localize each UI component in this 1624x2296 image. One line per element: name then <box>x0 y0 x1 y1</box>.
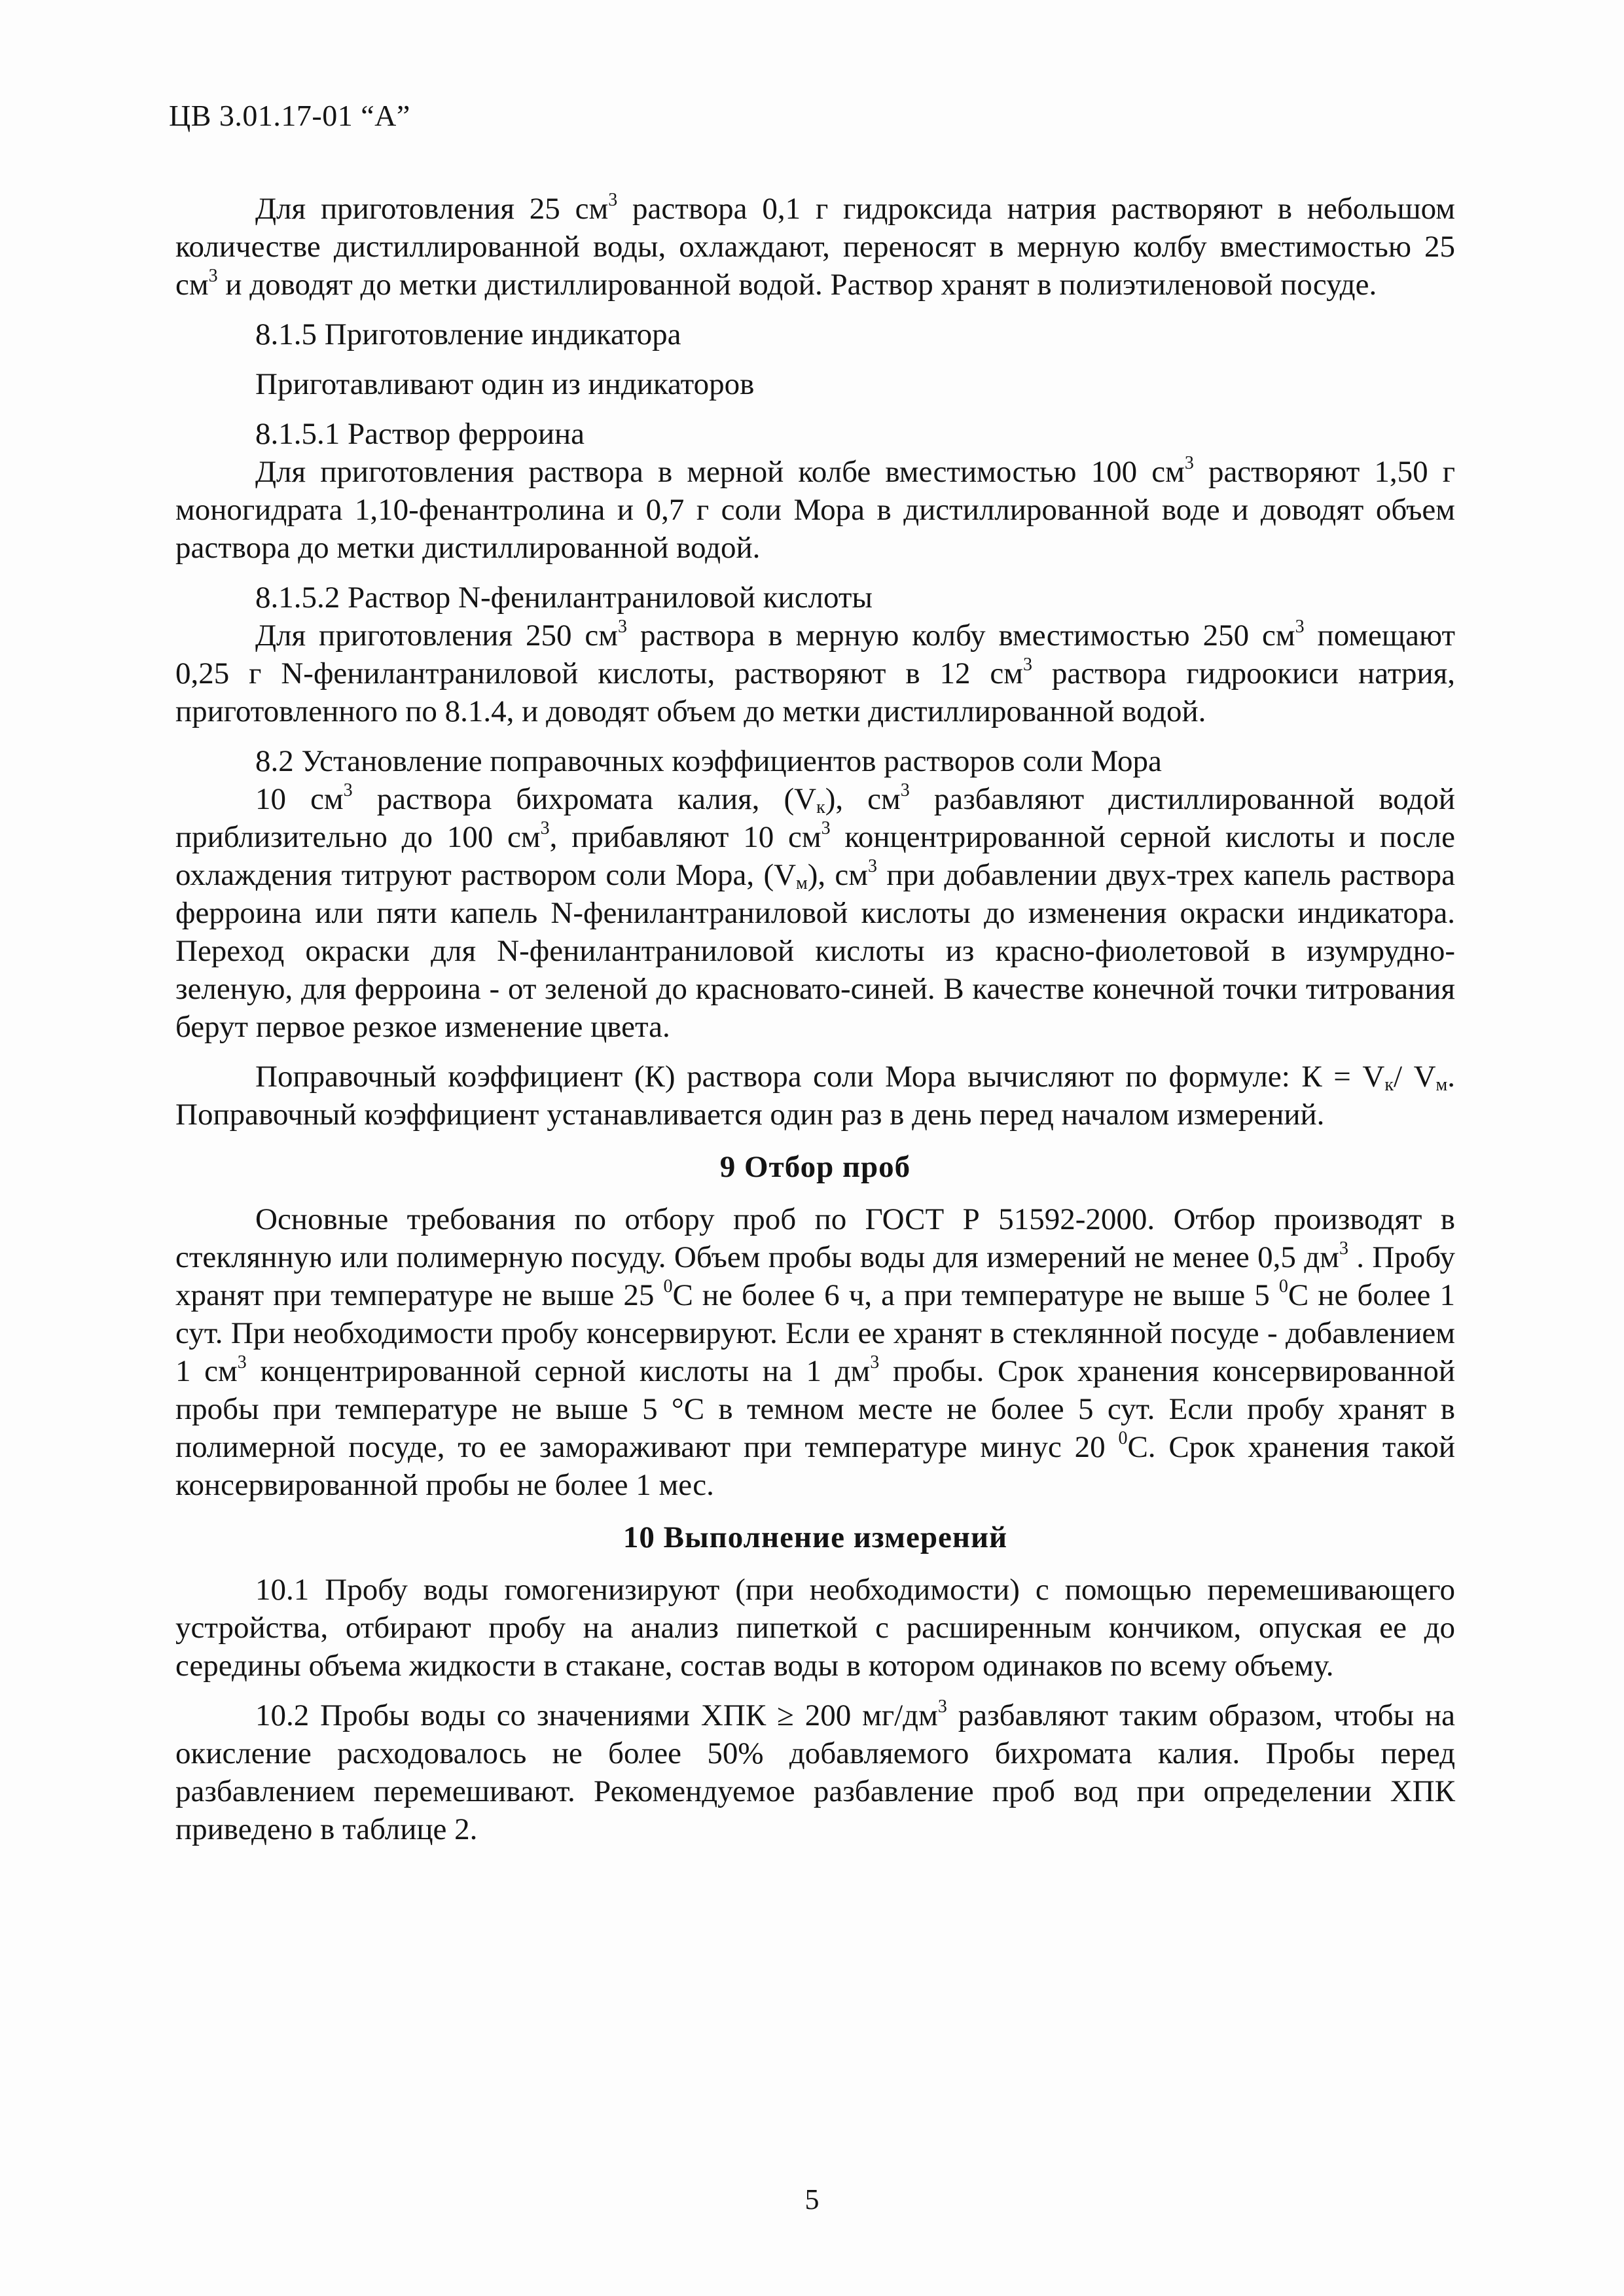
section-heading-8-2: 8.2 Установление поправочных коэффициентов растворов соли Мора <box>255 744 1162 778</box>
paragraph-ferroin: Для приготовления раствора в мерной колбе вместимостью 100 $см^3$ растворяют 1,50 г моногидрата 1,10-фенантролина и 0,7 г соли Мора в дистиллированной воде и доводят объем раствора до метки дистиллированной водой. <box>175 453 1455 565</box>
document-body <box>175 190 1455 1860</box>
paragraph-correction-procedure: 10 $см^3$ раствора бихромата калия, $(V_к)$, $см^3$ разбавляют дистиллированной водой приблизительно до 100 $см^3$, прибавляют 10 $см^3$ концентрированной серной кислоты и после охлаждения титруют раствором соли Мора, $(V_м)$, $см^3$ при добавлении двух-трех капель раствора ферроина или пяти капель N-фенилантраниловой кислоты до изменения окраски индикатора. Переход окраски для N-фенилантраниловой кислоты из красно-фиолетовой в изумрудно-зеленую, для ферроина - от зеленой до красновато-синей. В качестве конечной точки титрования берут первое резкое изменение цвета. <box>175 780 1455 1044</box>
paragraph-indicators: Приготавливают один из индикаторов <box>255 367 755 401</box>
page-number: 5 <box>804 2183 820 2215</box>
paragraph-10-1: 10.1 Пробу воды гомогенизируют (при необходимости) с помощью перемешивающего устройства, отбирают пробу на анализ пипеткой с расширенным кончиком, опуская ее до середины объема жидкости в стакане, состав воды в котором одинаков по всему объему. <box>175 1573 1455 1683</box>
section-heading-10: 10 Выполнение измерений <box>623 1520 1008 1554</box>
section-heading-8-1-5-1: 8.1.5.1 Раствор ферроина <box>255 417 585 451</box>
paragraph-naoh-solution: Для приготовления 25 $см^3$ раствора 0,1 г гидроксида натрия растворяют в небольшом количестве дистиллированной воды, охлаждают, переносят в мерную колбу вместимостью 25 $см^3$ и доводят до метки дистиллированной водой. Раствор хранят в полиэтиленовой посуде. <box>175 190 1456 302</box>
paragraph-phenylanthranilic: Для приготовления 250 $см^3$ раствора в мерную колбу вместимостью 250 $см^3$ помещают 0,25 г N-фенилантраниловой кислоты, растворяют в 12 $см^3$ раствора гидроокиси натрия, приготовленного по 8.1.4, и доводят объем до метки дистиллированной водой. <box>175 617 1455 728</box>
section-heading-8-1-5-2: 8.1.5.2 Раствор N-фенилантраниловой кислоты <box>255 581 873 615</box>
paragraph-10-2: 10.2 Пробы воды со значениями ХПК ≥ 200 $мг/дм^3$ разбавляют таким образом, чтобы на окисление расходовалось не более 50% добавляемого бихромата калия. Пробы перед разбавлением перемешивают. Рекомендуемое разбавление проб вод при определении ХПК приведено в таблице 2. <box>175 1696 1456 1846</box>
paragraph-sampling: Основные требования по отбору проб по ГОСТ Р 51592-2000. Отбор производят в стеклянную или полимерную посуду. Объем пробы воды для измерений не менее 0,5 $дм^3$ . Пробу хранят при температуре не выше 25 $^0$С не более 6 ч, а при температуре не выше 5 $^0$С не более 1 сут. При необходимости пробу консервируют. Если ее хранят в стеклянной посуде - добавлением 1 $см^3$ концентрированной серной кислоты на 1 $дм^3$ пробы. Срок хранения консервированной пробы при температуре не выше 5 °С в темном месте не более 5 сут. Если пробу хранят в полимерной посуде, то ее замораживают при температуре минус 20 $^0$С. Срок хранения такой консервированной пробы не более 1 мес. <box>175 1202 1455 1502</box>
section-heading-9: 9 Отбор проб <box>719 1150 911 1184</box>
paragraph-correction-formula: Поправочный коэффициент (К) раствора соли Мора вычисляют по формуле: $К = V_к/$ $V_м$. Поправочный коэффициент устанавливается один раз в день перед началом измерений. <box>175 1060 1456 1132</box>
section-heading-8-1-5: 8.1.5 Приготовление индикатора <box>255 317 681 351</box>
document-code: ЦВ 3.01.17-01 “А” <box>169 99 410 132</box>
